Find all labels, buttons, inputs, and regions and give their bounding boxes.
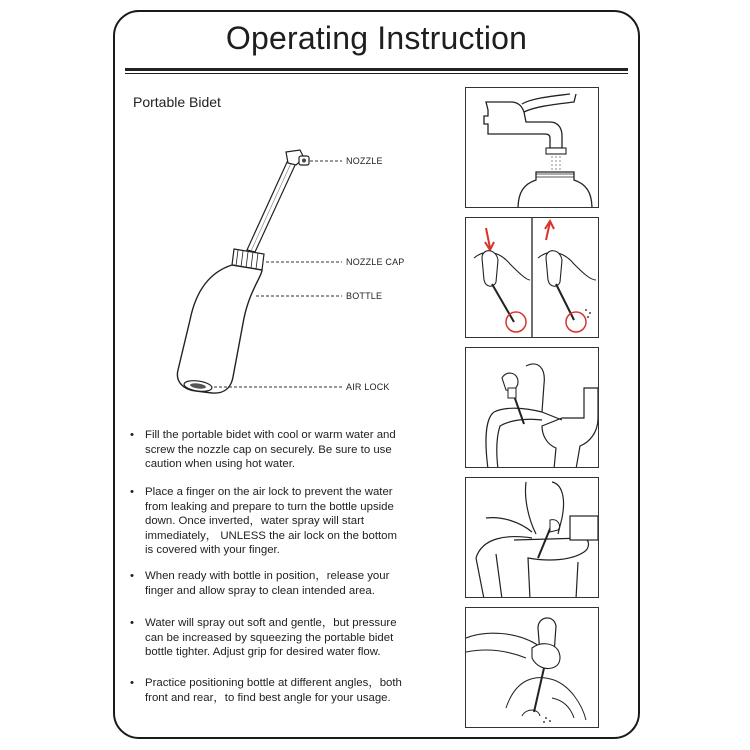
bullet-icon: • bbox=[130, 677, 134, 689]
step-text: When ready with bottle in position，release your finger and allow spray to clean intended area. bbox=[145, 570, 390, 597]
bullet-icon: • bbox=[130, 617, 134, 629]
illustration-front-position bbox=[465, 347, 599, 468]
instruction-step bbox=[130, 569, 435, 598]
title-rule-thick bbox=[125, 68, 628, 71]
highlight-circle bbox=[566, 312, 586, 332]
product-subtitle: Portable Bidet bbox=[133, 94, 221, 110]
label-nozzle: NOZZLE bbox=[346, 156, 383, 166]
label-bottle: BOTTLE bbox=[346, 291, 383, 301]
step-text: Water will spray out soft and gentle，but pressure can be increased by squeezing the portable bidet bottle tighter. Adjust grip for desired water flow. bbox=[145, 617, 397, 659]
instruction-step bbox=[130, 676, 435, 705]
label-air-lock: AIR LOCK bbox=[346, 382, 390, 392]
title-rule-thin bbox=[125, 73, 628, 74]
page-title: Operating Instruction bbox=[225, 20, 528, 56]
bullet-icon: • bbox=[130, 486, 134, 498]
illustration-rear-position bbox=[465, 477, 599, 598]
illustration-squeeze-spray bbox=[465, 607, 599, 728]
bullet-icon: • bbox=[130, 570, 134, 582]
label-nozzle-cap: NOZZLE CAP bbox=[346, 257, 405, 267]
step-text: Practice positioning bottle at different angles，both front and rear，to find best angle for your usage. bbox=[145, 677, 402, 704]
illustration-fill-faucet bbox=[465, 87, 599, 208]
faucet-icon bbox=[484, 102, 562, 148]
bottle-body bbox=[177, 265, 262, 393]
highlight-circle bbox=[506, 312, 526, 332]
toilet-icon bbox=[514, 538, 589, 598]
bottle-diagram bbox=[160, 140, 400, 400]
bullet-icon: • bbox=[130, 429, 134, 441]
step-text: Place a finger on the air lock to prevent the water from leaking and prepare to turn the bottle upside down. Once inverted，water spray will start immediately， UNLESS the air lock on the bottom is covered with your finger. bbox=[145, 486, 397, 557]
instruction-step bbox=[130, 485, 435, 558]
step-text: Fill the portable bidet with cool or warm water and screw the nozzle cap on securely. Be sure to use caution when using hot water. bbox=[145, 429, 396, 471]
toilet-icon bbox=[542, 388, 598, 468]
illustration-air-lock bbox=[465, 217, 599, 338]
instruction-step bbox=[130, 428, 435, 472]
instruction-step bbox=[130, 616, 435, 660]
